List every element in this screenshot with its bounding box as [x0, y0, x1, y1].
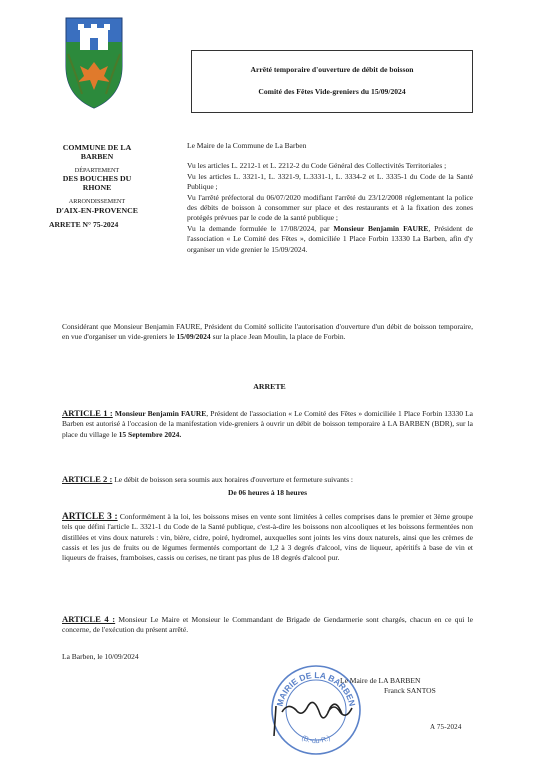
requester-name: Monsieur Benjamin FAURE [333, 223, 429, 233]
article-4-label: ARTICLE 4 : [62, 614, 116, 624]
stamp-text-top: MAIRIE DE LA BARBEN [274, 669, 358, 708]
stamp-text-bottom: (B.-du-R.) [300, 734, 332, 746]
arrondissement-value: D'AIX-EN-PROVENCE [56, 205, 138, 215]
arrete-heading: ARRETE [253, 382, 286, 391]
visa-1: Vu les articles L. 2212-1 et L. 2212-2 du Code Général des Collectivités Territoriales ; [187, 161, 447, 171]
mayor-title: Le Maire de LA BARBEN [340, 676, 421, 685]
article-2: ARTICLE 2 : Le débit de boisson sera soumis aux horaires d'ouverture et fermeture suivants : De 06 heures à 18 heures [62, 474, 473, 499]
commune-info-block [38, 143, 156, 229]
footer-reference: A 75-2024 [430, 723, 462, 731]
place-and-date: La Barben, le 10/09/2024 [62, 652, 139, 661]
commune-crest-logo [62, 14, 126, 112]
commune-line-2: BARBEN [80, 152, 114, 161]
article-1: ARTICLE 1 : Monsieur Benjamin FAURE, Président de l'association « Le Comité des Fêtes » domiciliée 1 Place Forbin 13330 La Barben est autorisé à l'occasion de la manifestation vide-greniers à ouvrir un débit de boisson temporaire à LA BARBEN (BDR), sur la place du village le 15 Septembre 2024. [62, 408, 474, 439]
mayor-intro: Le Maire de la Commune de La Barben [187, 141, 307, 150]
article-3-label: ARTICLE 3 : [62, 512, 118, 522]
departement-line-1: DES BOUCHES DU [62, 174, 132, 184]
opening-hours: De 06 heures à 18 heures [227, 488, 308, 498]
article-3: ARTICLE 3 : Conformément à la loi, les boissons mises en vente sont limitées à celles comprises dans le premier et 3ème groupe tels que défini l'article L. 3321-1 du Code de la Santé publique, c'est-à-dire les boissons non alcooliques et les boissons fermentées non distillées et vins doux naturels : vin, bière, cidre, poiré, hydromel, auxquelles sont joints les vins doux naturels, ainsi que les crèmes de cassis et les jus de fruits ou de légumes fermentés comportant de 1,2 à 3 degrés d'alcool, vins de liqueur, apéritifs à base de vin et liqueurs de fraises, framboises, cassis ou cerises, ne tirant pas plus de 18 degrés d'alcool pur. [62, 512, 473, 563]
article-4: ARTICLE 4 : Monsieur Le Maire et Monsieur le Commandant de Brigade de Gendarmerie sont chargés, chacun en ce qui le concerne, de l'exécution du présent arrêté. [62, 614, 473, 635]
article-2-label: ARTICLE 2 : [62, 474, 113, 484]
considerant-paragraph: Considérant que Monsieur Benjamin FAURE, Président du Comité sollicite l'autorisation d'ouverture d'un débit de boisson temporaire, en vue d'organiser un vide-greniers le 15/09/2024 sur la place Jean Moulin, la place de Forbin. [62, 322, 473, 342]
commune-line-1: COMMUNE DE LA [62, 143, 132, 152]
visa-4: Vu la demande formulée le 17/08/2024, par Monsieur Benjamin FAURE, Président de l'association « Le Comité des Fêtes », domiciliée 1 Place Forbin 13330 La Barben, afin d'y organiser un vide grenier le 15/09/2024. [187, 223, 473, 254]
article-1-label: ARTICLE 1 : [62, 408, 113, 418]
title-line-2: Comité des Fêtes Vide-greniers du 15/09/2024 [258, 87, 406, 96]
title-line-1: Arrêté temporaire d'ouverture de débit de boisson [250, 65, 414, 74]
visa-3: Vu l'arrêté préfectoral du 06/07/2020 modifiant l'arrêté du 23/12/2008 réglementant la police des débits de boisson à consommer sur place et des restaurants et à la fixation des zones protégés prévues par le code de la santé publique ; [187, 192, 473, 223]
mayor-name: Franck SANTOS [384, 686, 436, 695]
title-box [191, 50, 473, 113]
arrete-reference: ARRETE N° 75-2024 [49, 219, 119, 229]
mayor-signature-block [340, 676, 436, 696]
arrondissement-label: ARRONDISSEMENT [68, 198, 126, 206]
svg-text:(B.-du-R.) [300, 735, 331, 745]
departement-line-2: RHONE [82, 183, 112, 193]
departement-label: DÉPARTEMENT [74, 167, 120, 174]
visas-block [187, 141, 473, 255]
visa-2: Vu les articles L. 3321-1, L. 3321-9, L.3331-1, L. 3334-2 et L. 3335-1 du Code de la Santé Publique ; [187, 171, 473, 192]
